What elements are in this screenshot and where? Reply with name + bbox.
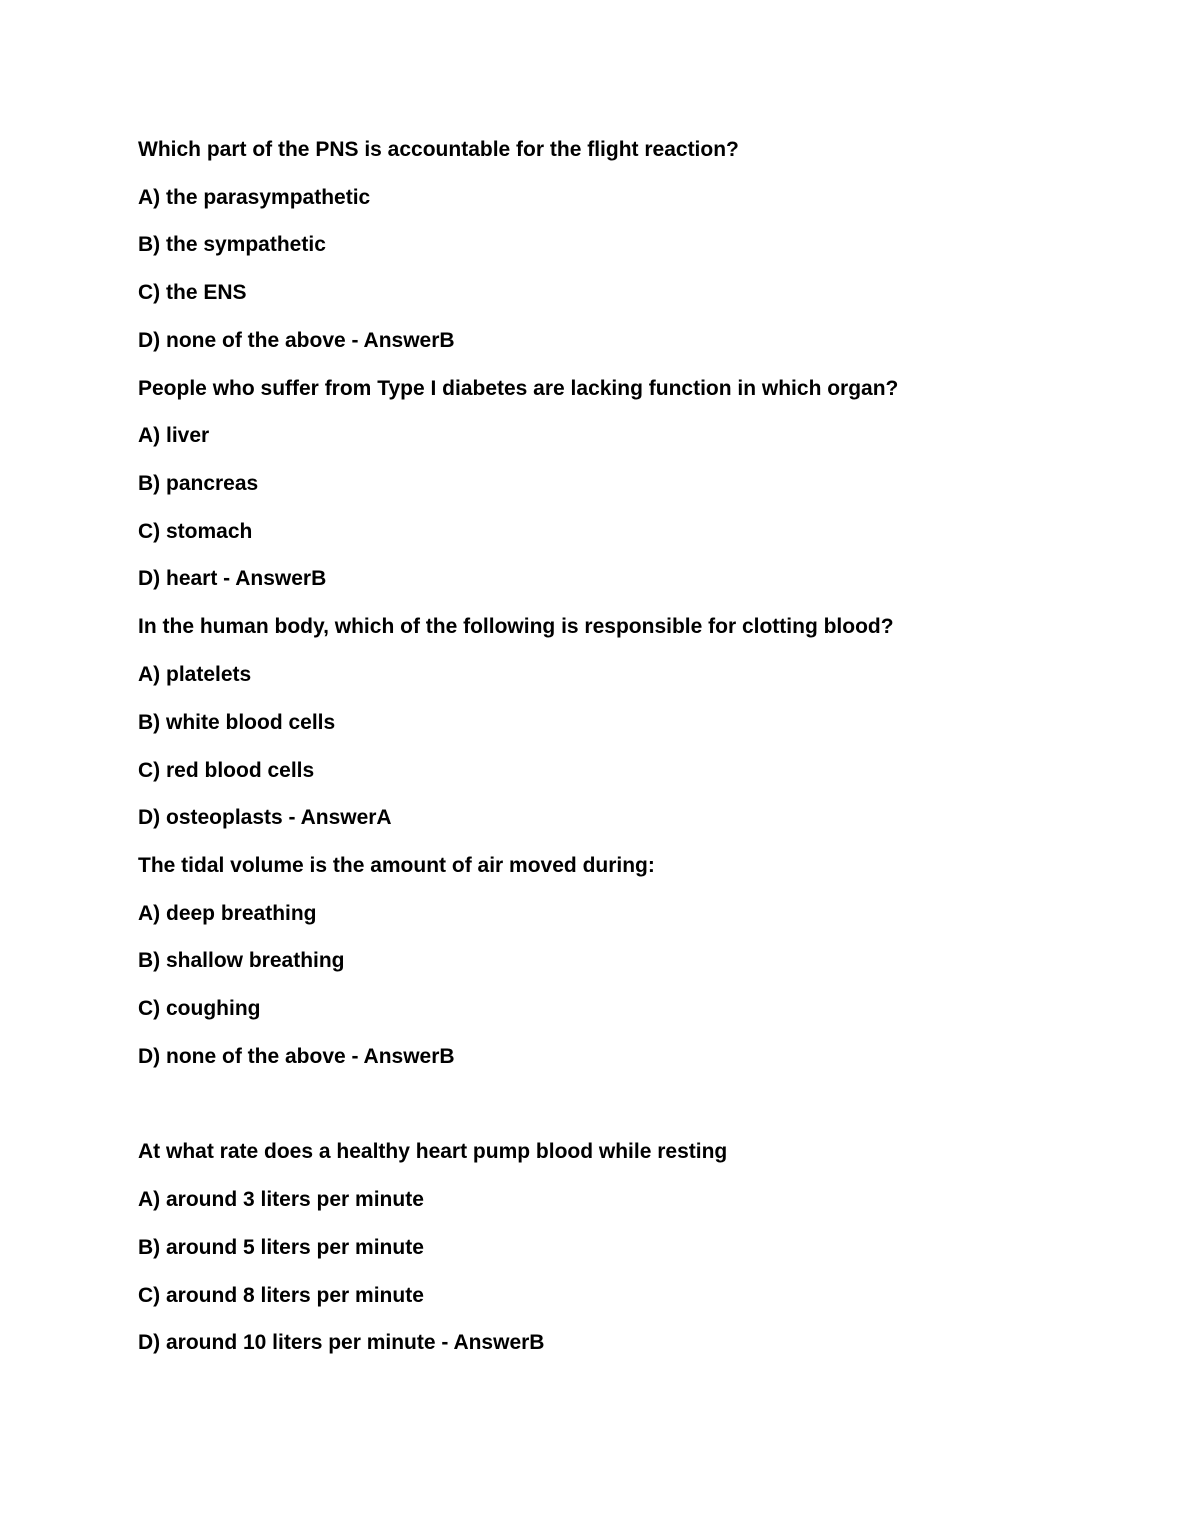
question-4-option-a: A) deep breathing xyxy=(138,902,317,925)
question-4-option-c: C) coughing xyxy=(138,997,261,1020)
question-1-option-a: A) the parasympathetic xyxy=(138,186,371,209)
question-1-text: Which part of the PNS is accountable for the flight reaction? xyxy=(138,138,739,161)
question-4-option-b: B) shallow breathing xyxy=(138,949,345,972)
question-3-option-b: B) white blood cells xyxy=(138,711,336,734)
question-2-option-d: D) heart - AnswerB xyxy=(138,567,327,590)
question-3-option-c: C) red blood cells xyxy=(138,759,315,782)
question-3-text: In the human body, which of the following is responsible for clotting blood? xyxy=(138,615,894,638)
question-1-option-c: C) the ENS xyxy=(138,281,247,304)
question-5-text: At what rate does a healthy heart pump blood while resting xyxy=(138,1140,728,1163)
question-3-option-a: A) platelets xyxy=(138,663,252,686)
question-1-option-b: B) the sympathetic xyxy=(138,233,326,256)
question-4-text: The tidal volume is the amount of air moved during: xyxy=(138,854,655,877)
question-2-option-c: C) stomach xyxy=(138,520,253,543)
question-3-option-d: D) osteoplasts - AnswerA xyxy=(138,806,392,829)
question-5-option-a: A) around 3 liters per minute xyxy=(138,1188,424,1211)
question-2-option-b: B) pancreas xyxy=(138,472,259,495)
question-5-option-b: B) around 5 liters per minute xyxy=(138,1236,424,1259)
question-5-option-c: C) around 8 liters per minute xyxy=(138,1284,424,1307)
question-1-option-d: D) none of the above - AnswerB xyxy=(138,329,455,352)
question-5-option-d: D) around 10 liters per minute - AnswerB xyxy=(138,1331,545,1354)
question-2-text: People who suffer from Type I diabetes are lacking function in which organ? xyxy=(138,377,899,400)
question-4-option-d: D) none of the above - AnswerB xyxy=(138,1045,455,1068)
question-2-option-a: A) liver xyxy=(138,424,210,447)
